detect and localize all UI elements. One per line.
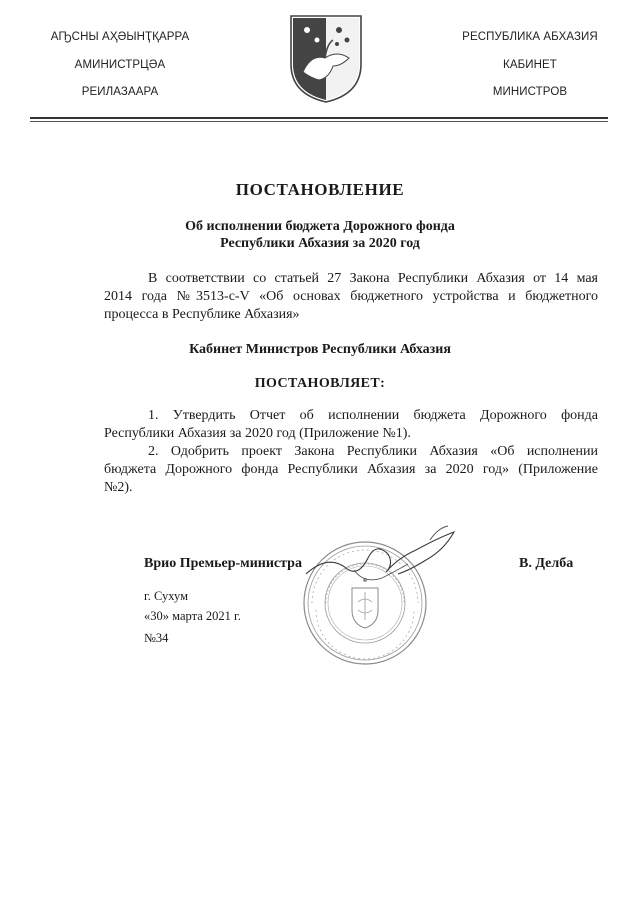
coat-of-arms-emblem	[289, 14, 363, 104]
resolution-item-2	[104, 443, 598, 497]
signatory-name: В. Делба	[519, 556, 574, 571]
decision-heading: ПОСТАНОВЛЯЕТ:	[254, 376, 386, 391]
document-subtitle-line-2: Республики Абхазия за 2020 год	[220, 236, 420, 251]
preamble-line-1: В соответствии со статьей 27 Закона Республики Абхазия от 14 мая	[148, 271, 598, 286]
item-1-line-2: Республики Абхазия за 2020 год (Приложение №1).	[104, 426, 411, 441]
item-2-line-3: №2).	[104, 480, 133, 495]
issuing-authority: Кабинет Министров Республики Абхазия	[189, 342, 451, 357]
signatory-position: Врио Премьер-министра	[144, 556, 302, 571]
document-number: №34	[144, 631, 169, 645]
document-subtitle-line-1: Об исполнении бюджета Дорожного фонда	[185, 219, 455, 234]
item-2-line-2: бюджета Дорожного фонда Республики Абхазия за 2020 год» (Приложение	[104, 462, 598, 477]
preamble-paragraph	[104, 270, 598, 324]
resolution-item-1	[104, 407, 598, 443]
document-title: ПОСТАНОВЛЕНИЕ	[235, 180, 405, 199]
document-place: г. Сухум	[144, 589, 189, 603]
header-right-line-1: РЕСПУБЛИКА АБХАЗИЯ	[462, 31, 598, 43]
header-right-line-2: КАБИНЕТ	[503, 59, 557, 71]
header-left-line-1: АҦСНЫ АҲӘЫНҬҚАРРА	[50, 31, 190, 43]
document-date: «30» марта 2021 г.	[144, 609, 241, 623]
header-right-line-3: МИНИСТРОВ	[492, 86, 568, 98]
header-left-line-2: АМИНИСТРЦӘА	[74, 59, 166, 71]
preamble-line-2: 2014 года №3513-с-V «Об основах бюджетного устройства и бюджетного	[104, 289, 598, 304]
item-1-line-1: 1. Утвердить Отчет об исполнении бюджета Дорожного фонда	[148, 408, 598, 423]
header-divider-thin	[30, 121, 608, 122]
preamble-line-3: процесса в Республике Абхазия»	[104, 307, 300, 322]
header-divider-thick	[30, 117, 608, 119]
item-2-line-1: 2. Одобрить проект Закона Республики Абхазия «Об исполнении	[148, 444, 598, 459]
header-left-line-3: РЕИЛАЗААРА	[81, 86, 159, 98]
handwritten-signature	[298, 524, 468, 594]
